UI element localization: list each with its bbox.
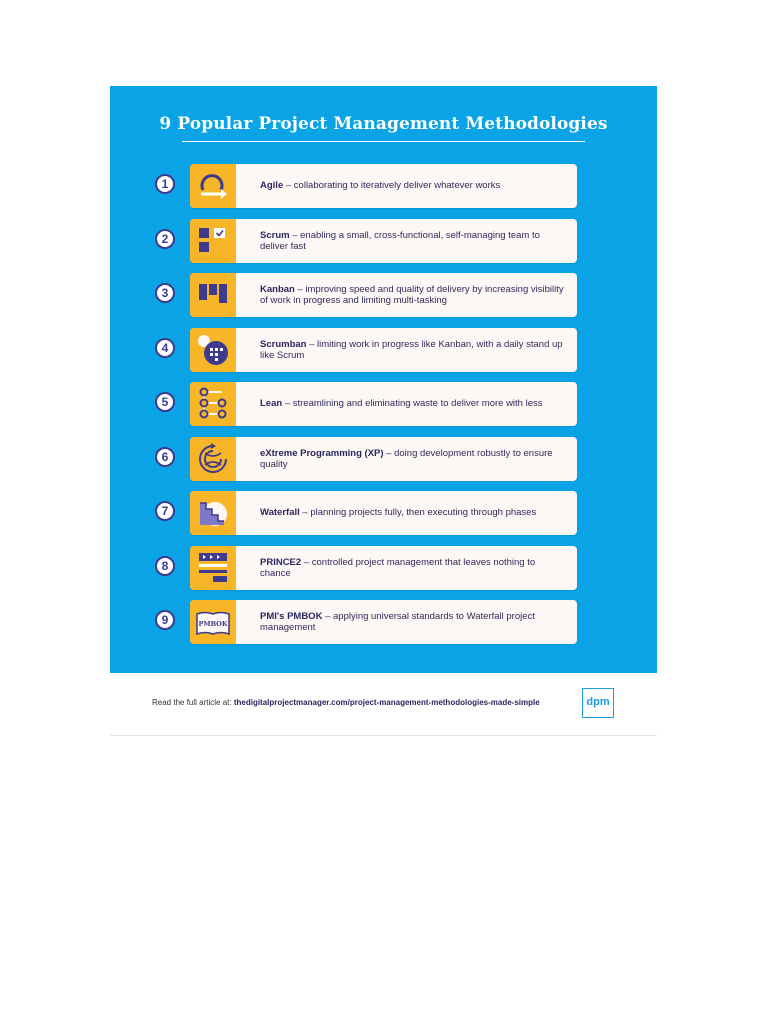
number-badge: 2 bbox=[155, 229, 175, 249]
methodology-name: eXtreme Programming (XP) bbox=[260, 447, 384, 459]
page-title: 9 Popular Project Management Methodologies bbox=[159, 114, 608, 134]
footer-divider bbox=[110, 735, 657, 736]
scrum-board-icon bbox=[195, 223, 231, 259]
methodology-text: – enabling a small, cross-functional, self-managing team to deliver fast bbox=[260, 229, 540, 252]
number-badge: 8 bbox=[155, 556, 175, 576]
methodology-text: – controlled project management that leaves nothing to chance bbox=[260, 556, 536, 579]
methodology-item-waterfall bbox=[110, 491, 657, 535]
dpm-logo: dpm bbox=[582, 688, 614, 718]
methodology-card bbox=[190, 382, 577, 426]
methodology-card bbox=[190, 437, 577, 481]
methodology-description bbox=[260, 600, 565, 644]
methodology-text: – improving speed and quality of delivery by increasing visibility of work in progress and limiting multi-tasking bbox=[260, 283, 564, 306]
methodology-card bbox=[190, 164, 577, 208]
methodology-card bbox=[190, 273, 577, 317]
methodology-item-scrum bbox=[110, 219, 657, 263]
number-badge: 9 bbox=[155, 610, 175, 630]
title-underline bbox=[182, 141, 585, 142]
prince2-icon bbox=[195, 550, 231, 586]
number-badge: 1 bbox=[155, 174, 175, 194]
footer-prefix: Read the full article at: bbox=[152, 698, 234, 707]
methodology-name: PRINCE2 bbox=[260, 556, 302, 568]
icon-tile bbox=[190, 600, 236, 644]
number-badge: 7 bbox=[155, 501, 175, 521]
lean-flow-icon bbox=[195, 386, 231, 422]
methodology-text: – limiting work in progress like Kanban, with a daily stand up like Scrum bbox=[260, 338, 563, 361]
methodology-card bbox=[190, 219, 577, 263]
methodology-description bbox=[260, 273, 565, 317]
methodology-item-agile bbox=[110, 164, 657, 208]
methodology-description bbox=[260, 546, 565, 590]
methodology-description bbox=[260, 219, 565, 263]
methodology-name: Scrumban bbox=[260, 338, 307, 350]
methodology-item-pmbok bbox=[110, 600, 657, 644]
number-badge: 6 bbox=[155, 447, 175, 467]
kanban-columns-icon bbox=[195, 277, 231, 313]
methodology-item-lean bbox=[110, 382, 657, 426]
methodology-text: – streamlining and eliminating waste to deliver more with less bbox=[282, 398, 543, 410]
methodology-description bbox=[260, 164, 565, 208]
methodology-item-kanban bbox=[110, 273, 657, 317]
article-link[interactable]: thedigitalprojectmanager.com/project-management-methodologies-made-simple bbox=[233, 698, 540, 707]
infographic-poster bbox=[110, 86, 657, 673]
number-badge: 5 bbox=[155, 392, 175, 412]
methodology-name: Waterfall bbox=[260, 507, 300, 519]
methodology-text: – doing development robustly to ensure quality bbox=[260, 447, 553, 470]
methodology-description bbox=[260, 382, 565, 426]
methodology-description bbox=[260, 328, 565, 372]
pmbok-book-icon bbox=[195, 604, 231, 640]
methodology-item-xp bbox=[110, 437, 657, 481]
pmbok-label: PMBOK bbox=[198, 620, 228, 628]
number-badge: 3 bbox=[155, 283, 175, 303]
methodology-item-prince2 bbox=[110, 546, 657, 590]
icon-tile bbox=[190, 273, 236, 317]
methodology-name: Lean bbox=[260, 398, 283, 410]
icon-tile bbox=[190, 164, 236, 208]
methodology-card bbox=[190, 328, 577, 372]
scrumban-icon bbox=[195, 332, 231, 368]
methodology-name: PMI's PMBOK bbox=[260, 610, 323, 622]
icon-tile bbox=[190, 382, 236, 426]
agile-loop-icon bbox=[195, 168, 231, 204]
icon-tile bbox=[190, 491, 236, 535]
icon-tile bbox=[190, 219, 236, 263]
number-badge: 4 bbox=[155, 338, 175, 358]
methodology-item-scrumban bbox=[110, 328, 657, 372]
icon-tile bbox=[190, 328, 236, 372]
waterfall-steps-icon bbox=[195, 495, 231, 531]
footer-text bbox=[152, 698, 540, 707]
icon-tile bbox=[190, 546, 236, 590]
methodology-card bbox=[190, 546, 577, 590]
methodology-description bbox=[260, 491, 565, 535]
methodology-card bbox=[190, 491, 577, 535]
methodology-name: Scrum bbox=[260, 229, 290, 241]
xp-cycle-icon bbox=[195, 441, 231, 477]
methodology-text: – applying universal standards to Waterfall project management bbox=[260, 610, 535, 633]
methodology-card bbox=[190, 600, 577, 644]
methodology-name: Agile bbox=[260, 180, 284, 192]
methodology-text: – collaborating to iteratively deliver whatever works bbox=[283, 180, 501, 192]
icon-tile bbox=[190, 437, 236, 481]
methodology-name: Kanban bbox=[260, 283, 295, 295]
methodology-description bbox=[260, 437, 565, 481]
methodology-text: – planning projects fully, then executing through phases bbox=[299, 507, 537, 519]
